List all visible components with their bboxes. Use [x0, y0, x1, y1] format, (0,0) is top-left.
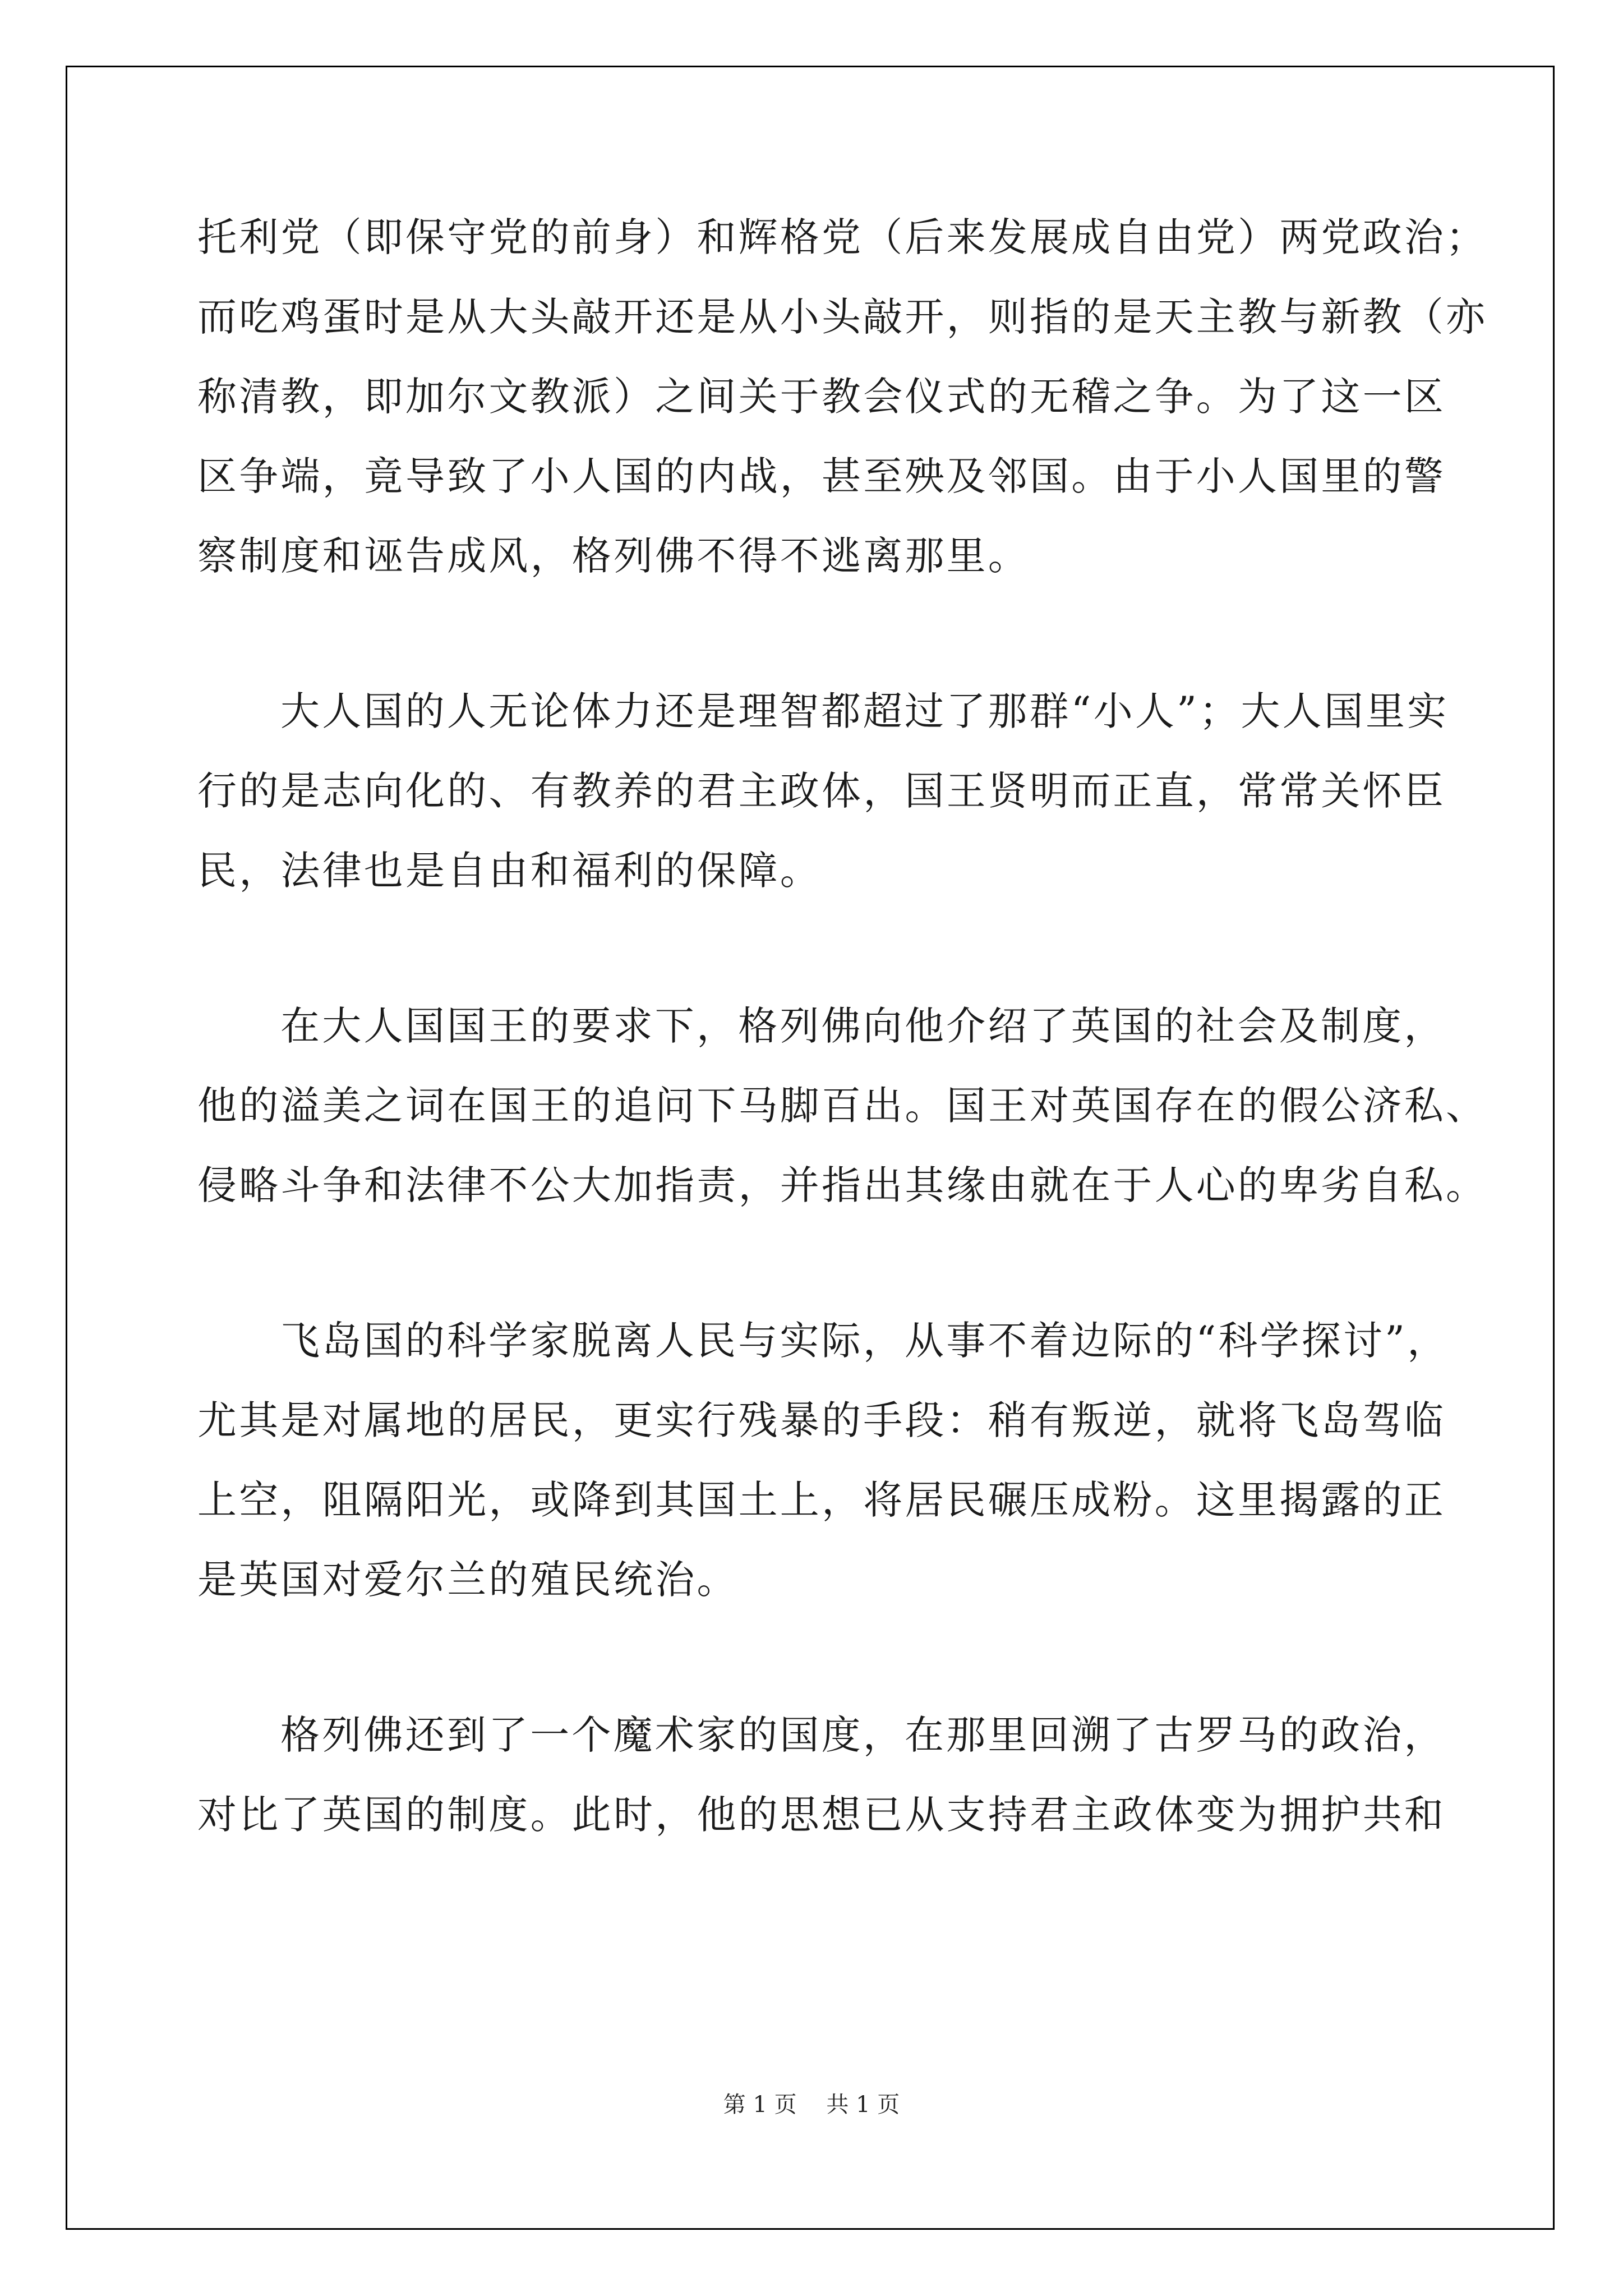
body-text	[197, 197, 1488, 1855]
text-line: 称清教，即加尔文教派）之间关于教会仪式的无稽之争。为了这一区	[197, 374, 1446, 420]
text-line: 民，法律也是自由和福利的保障。	[197, 848, 822, 894]
text-line: 而吃鸡蛋时是从大头敲开还是从小头敲开，则指的是天主教与新教（亦	[197, 294, 1488, 340]
text-line: 托利党（即保守党的前身）和辉格党（后来发展成自由党）两党政治；	[197, 214, 1488, 260]
text-line: 上空，阻隔阳光，或降到其国土上，将居民碾压成粉。这里揭露的正	[197, 1477, 1446, 1523]
text-line: 尤其是对属地的居民，更实行残暴的手段：稍有叛逆，就将飞岛驾临	[197, 1397, 1446, 1443]
text-line: 侵略斗争和法律不公大加指责，并指出其缘由就在于人心的卑劣自私。	[197, 1162, 1488, 1208]
text-line: 大人国的人无论体力还是理智都超过了那群“小人”；大人国里实	[280, 688, 1449, 734]
text-line: 格列佛还到了一个魔术家的国度，在那里回溯了古罗马的政治，	[280, 1712, 1446, 1758]
page-total: 共 1 页	[826, 2092, 900, 2118]
text-line: 在大人国国王的要求下，格列佛向他介绍了英国的社会及制度，	[280, 1003, 1446, 1049]
page-footer	[0, 2087, 1623, 2119]
text-line: 他的溢美之词在国王的追问下马脚百出。国王对英国存在的假公济私、	[197, 1083, 1488, 1129]
page-number: 第 1 页	[723, 2092, 797, 2118]
text-line: 区争端，竟导致了小人国的内战，甚至殃及邻国。由于小人国里的警	[197, 453, 1446, 499]
text-line: 行的是志向化的、有教养的君主政体，国王贤明而正直，常常关怀臣	[197, 768, 1446, 814]
text-line: 察制度和诬告成风，格列佛不得不逃离那里。	[197, 533, 1030, 579]
text-line: 是英国对爱尔兰的殖民统治。	[197, 1557, 739, 1603]
text-line: 飞岛国的科学家脱离人民与实际，从事不着边际的“科学探讨”，	[280, 1318, 1449, 1364]
text-line: 对比了英国的制度。此时，他的思想已从支持君主政体变为拥护共和	[197, 1792, 1446, 1838]
